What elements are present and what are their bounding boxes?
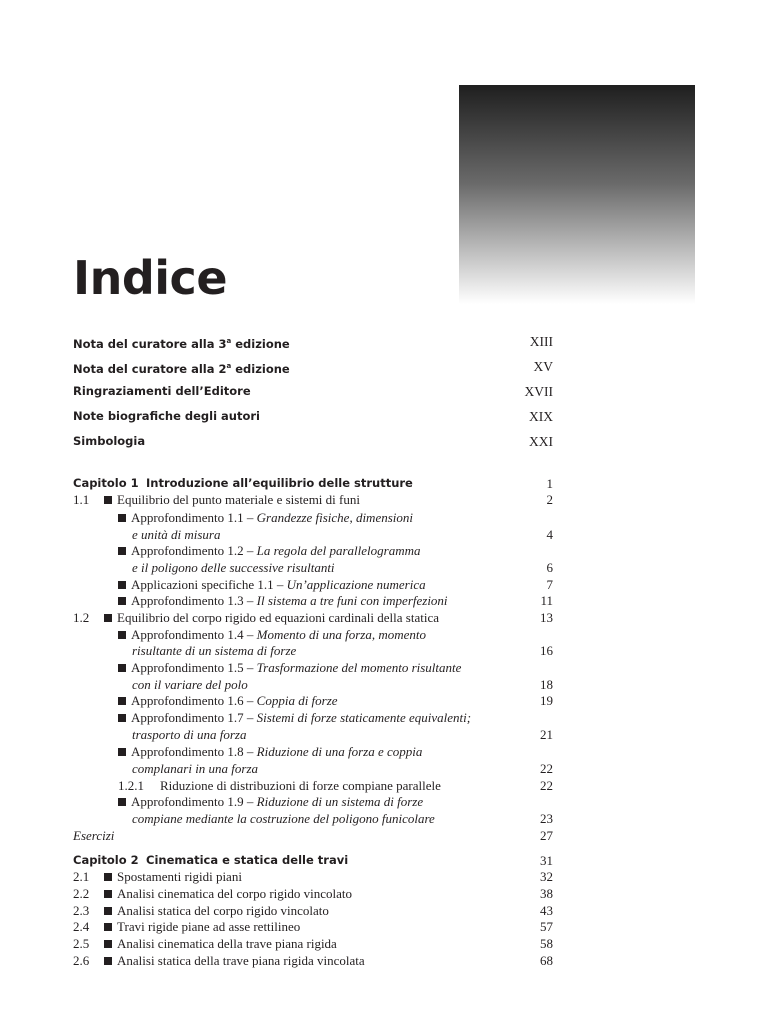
toc-entry-label: Simbologia (73, 434, 146, 448)
toc-subentry[interactable]: Approfondimento 1.4 – Momento di una forza, momento (73, 626, 553, 643)
toc-page-number: 6 (546, 560, 553, 575)
toc-entry-label: Note biografiche degli autori (73, 409, 261, 423)
toc-page-number: 32 (540, 869, 553, 884)
toc-entry-label: Nota del curatore alla 2$^a$ edizione (73, 361, 290, 376)
toc-subentry[interactable]: Approfondimento 1.1 – Grandezze fisiche, dimensioni (73, 509, 553, 526)
square-bullet-icon (104, 873, 112, 881)
section-title: Analisi statica del corpo rigido vincolato (117, 903, 329, 918)
toc-subentry[interactable]: Approfondimento 1.7 – Sistemi di forze staticamente equivalenti; (73, 709, 553, 726)
chapter-number: Capitolo 1 (73, 476, 139, 490)
toc-page-number: 2 (546, 492, 553, 507)
toc-page-number: 16 (540, 643, 553, 658)
section-number: 1.1 (73, 492, 90, 507)
section-number: 2.4 (73, 919, 90, 934)
section-title: Travi rigide piane ad asse rettilineo (117, 919, 301, 934)
toc-page-number: 18 (540, 677, 553, 692)
square-bullet-icon (104, 907, 112, 915)
section-number: 2.5 (73, 936, 90, 951)
chapter-title: Cinematica e statica delle travi (146, 853, 349, 867)
toc-chapter-heading[interactable] (73, 475, 553, 492)
decorative-gradient-block (459, 85, 695, 304)
section-number: 2.3 (73, 903, 90, 918)
exercises-label: Esercizi (73, 828, 115, 843)
toc-subentry[interactable]: Approfondimento 1.6 – Coppia di forze 19 (73, 692, 553, 709)
section-title: Analisi statica della trave piana rigida vincolata (117, 953, 365, 968)
toc-page-number: 19 (540, 693, 553, 708)
toc-subentry-continuation: e il poligono delle successive risultanti 6 (132, 560, 553, 575)
toc-entry-front-matter[interactable] (73, 433, 553, 450)
toc-page-number: 57 (540, 919, 553, 934)
toc-page-number: 22 (540, 778, 553, 793)
section-title: Equilibrio del punto materiale e sistemi di funi (117, 492, 360, 507)
square-bullet-icon (118, 597, 126, 605)
toc-page-number: 27 (540, 828, 553, 843)
toc-page-number: 23 (540, 811, 553, 826)
toc-page-number: 31 (540, 853, 553, 868)
toc-entry-label: Nota del curatore alla 3$^a$ edizione (73, 336, 290, 351)
toc-page-number: 68 (540, 953, 553, 968)
section-number: 2.6 (73, 953, 90, 968)
square-bullet-icon (104, 496, 112, 504)
toc-subentry[interactable]: Approfondimento 1.5 – Trasformazione del momento risultante (73, 659, 553, 676)
square-bullet-icon (118, 748, 126, 756)
square-bullet-icon (118, 631, 126, 639)
square-bullet-icon (118, 697, 126, 705)
toc-page-number: 4 (546, 527, 553, 542)
toc-chapter-heading[interactable] (73, 852, 553, 869)
toc-section[interactable] (73, 491, 553, 508)
square-bullet-icon (118, 547, 126, 555)
square-bullet-icon (104, 890, 112, 898)
toc-section[interactable] (73, 935, 553, 952)
toc-page-number: 11 (540, 593, 553, 608)
square-bullet-icon (104, 940, 112, 948)
section-title: Equilibrio del corpo rigido ed equazioni cardinali della statica (117, 610, 439, 625)
toc-exercises[interactable] (73, 827, 553, 844)
section-title: Analisi cinematica del corpo rigido vincolato (117, 886, 353, 901)
section-number: 2.2 (73, 886, 90, 901)
toc-subentry-continuation: compiane mediante la costruzione del poligono funicolare 23 (132, 811, 553, 826)
toc-page-number: XVII (524, 384, 553, 399)
toc-entry-front-matter[interactable] (73, 358, 553, 375)
toc-page-number: 1 (546, 476, 553, 491)
subsection-title: Riduzione di distribuzioni di forze compiane parallele (160, 778, 441, 793)
section-number: 2.1 (73, 869, 90, 884)
toc-section[interactable] (73, 885, 553, 902)
toc-section[interactable] (73, 952, 553, 969)
toc-section[interactable] (73, 918, 553, 935)
chapter-number: Capitolo 2 (73, 853, 139, 867)
subsection-number: 1.2.1 (118, 778, 144, 793)
square-bullet-icon (104, 957, 112, 965)
toc-entry-front-matter[interactable] (73, 408, 553, 425)
toc-page-number: 7 (546, 577, 553, 592)
toc-section[interactable] (73, 609, 553, 626)
toc-subentry[interactable]: Approfondimento 1.9 – Riduzione di un sistema di forze (73, 793, 553, 810)
toc-page-number: 38 (540, 886, 553, 901)
toc-page-number: 43 (540, 903, 553, 918)
toc-page-number: XIII (529, 334, 553, 349)
square-bullet-icon (118, 664, 126, 672)
toc-subentry-continuation: e unità di misura 4 (132, 527, 553, 542)
square-bullet-icon (118, 514, 126, 522)
toc-page-number: 22 (540, 761, 553, 776)
square-bullet-icon (104, 614, 112, 622)
toc-page-number: 58 (540, 936, 553, 951)
toc-subentry-continuation: con il variare del polo 18 (132, 677, 553, 692)
chapter-title: Introduzione all’equilibrio delle strutture (146, 476, 413, 490)
toc-subentry-continuation: trasporto di una forza 21 (132, 727, 553, 742)
section-title: Analisi cinematica della trave piana rigida (117, 936, 337, 951)
section-title: Spostamenti rigidi piani (117, 869, 242, 884)
toc-subentry-continuation: complanari in una forza 22 (132, 761, 553, 776)
toc-section[interactable] (73, 868, 553, 885)
toc-page-number: XV (533, 359, 553, 374)
toc-subentry[interactable]: Approfondimento 1.8 – Riduzione di una forza e coppia (73, 743, 553, 760)
toc-subentry[interactable]: Approfondimento 1.3 – Il sistema a tre funi con imperfezioni 11 (73, 592, 553, 609)
toc-subentry[interactable]: Approfondimento 1.2 – La regola del parallelogramma (73, 542, 553, 559)
square-bullet-icon (118, 798, 126, 806)
square-bullet-icon (118, 714, 126, 722)
toc-section[interactable] (73, 902, 553, 919)
square-bullet-icon (118, 581, 126, 589)
toc-page-number: 13 (540, 610, 553, 625)
square-bullet-icon (104, 923, 112, 931)
section-number: 1.2 (73, 610, 90, 625)
toc-entry-front-matter[interactable] (73, 383, 553, 400)
toc-entry-front-matter[interactable] (73, 333, 553, 350)
toc-page-number: XXI (529, 434, 553, 449)
toc-subentry[interactable]: Applicazioni specifiche 1.1 – Un’applicazione numerica 7 (73, 576, 553, 593)
toc-subentry-continuation: risultante di un sistema di forze 16 (132, 643, 553, 658)
page-title: Indice (73, 251, 228, 305)
toc-page-number: 21 (540, 727, 553, 742)
toc-page-number: XIX (529, 409, 553, 424)
toc-subsection[interactable] (73, 777, 553, 794)
toc-entry-label: Ringraziamenti dell’Editore (73, 384, 251, 398)
